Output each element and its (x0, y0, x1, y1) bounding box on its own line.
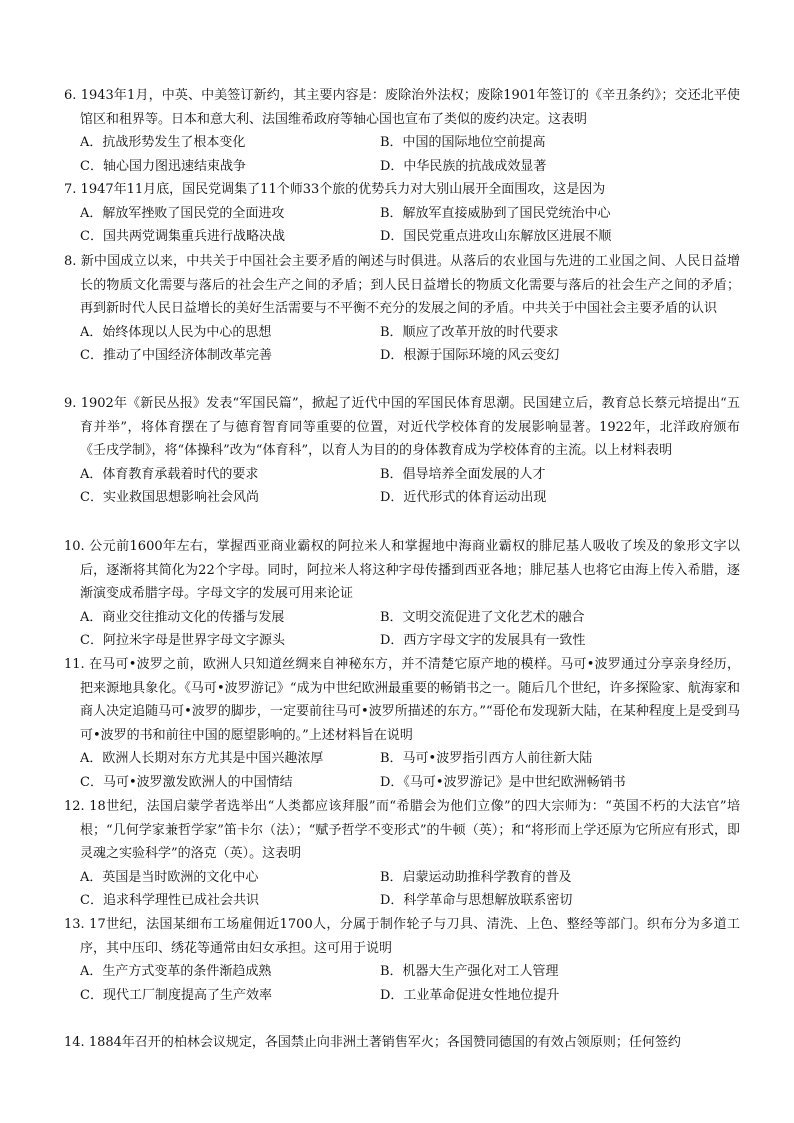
option-d[interactable]: D．近代形式的体育运动出现 (380, 490, 547, 505)
option-d[interactable]: D．科学革命与思想解放联系密切 (380, 893, 573, 908)
option-d[interactable]: D．《马可•波罗游记》是中世纪欧洲畅销书 (380, 774, 626, 790)
question-stem: 12. 18世纪，法国启蒙学者选举出“人类都应该拜服”而“希腊会为他们立像”的四大宗师为：“英国不朽的大法官”培根；“几何学家兼哲学家”笛卡尔（法）；“赋予哲学不变形式”的牛顿（英）；和“将形而上学还原为它所应有形式，即灵魂之实验科学”的洛克（英）。这表明 (64, 799, 741, 861)
options (64, 131, 740, 178)
options (64, 960, 740, 1007)
option-b[interactable]: B．顺应了改革开放的时代要求 (380, 324, 559, 340)
options (64, 747, 740, 794)
question-13 (64, 913, 740, 1007)
option-b[interactable]: B．解放军直接威胁到了国民党统治中心 (380, 205, 611, 221)
option-b[interactable]: B．马可•波罗指引西方人前往新大陆 (380, 751, 593, 766)
options (64, 606, 740, 653)
question-12 (64, 795, 740, 913)
option-b[interactable]: B．机器大生产强化对工人管理 (380, 964, 559, 979)
option-c[interactable]: C．国共两党调集重兵进行战略决战 (80, 229, 285, 244)
option-b[interactable]: B．倡导培养全面发展的人才 (380, 466, 546, 482)
question-stem: 11. 在马可•波罗之前，欧洲人只知道丝绸来自神秘东方，并不清楚它原产地的模样。马可•波罗通过分享亲身经历，把来源地具象化。《马可•波罗游记》“成为中世纪欧洲最重要的畅销书之一。随后几个世纪，许多探险家、航海家和商人决定追随马可•波罗的脚步，一定要前往马可•波罗所描述的东方。”“哥伦布发现新大陆，在某种程度上是受到马可•波罗的书和前往中国的愿望影响的。”上述材料旨在说明 (64, 657, 740, 743)
question-stem: 7. 1947年11月底，国民党调集了11个师33个旅的优势兵力对大别山展开全面围攻，这是因为 (64, 182, 606, 197)
options (64, 866, 740, 913)
question-7 (64, 178, 740, 249)
option-a[interactable]: A．体育教育承载着时代的要求 (80, 466, 259, 482)
question-stem: 13. 17世纪，法国某细布工场雇佣近1700人，分属于制作轮子与刀具、清洗、上色、整经等部门。织布分为多道工序，其中压印、绣花等通常由妇女承担。这可用于说明 (64, 917, 740, 956)
option-c[interactable]: C．推动了中国经济体制改革完善 (80, 348, 272, 363)
question-9 (64, 392, 740, 510)
option-a[interactable]: A．欧洲人长期对东方尤其是中国兴趣浓厚 (80, 751, 324, 766)
question-stem: 14. 1884年召开的柏林会议规定，各国禁止向非洲土著销售军火；各国赞同德国的有效占领原则；任何签约 (64, 1035, 681, 1050)
option-d[interactable]: D．西方字母文字的发展具有一致性 (380, 633, 586, 648)
option-b[interactable]: B．启蒙运动助推科学教育的普及 (380, 869, 572, 885)
option-a[interactable]: A．始终体现以人民为中心的思想 (80, 324, 272, 340)
question-stem: 8. 新中国成立以来，中共关于中国社会主要矛盾的阐述与时俱进。从落后的农业国与先进的工业国之间、人民日益增长的物质文化需要与落后的社会生产之间的矛盾；到人民日益增长的物质文化需要与落后的社会生产之间的矛盾；再到新时代人民日益增长的美好生活需要与不平衡不充分的发展之间的矛盾。中共关于中国社会主要矛盾的认识 (64, 254, 740, 316)
options (64, 202, 740, 249)
question-10 (64, 535, 740, 653)
option-c[interactable]: C．轴心国力图迅速结束战争 (80, 158, 246, 174)
options (64, 463, 740, 510)
option-c[interactable]: C．现代工厂制度提高了生产效率 (80, 987, 272, 1003)
option-b[interactable]: B．文明交流促进了文化艺术的融合 (380, 609, 585, 625)
question-stem: 6. 1943年1月，中英、中美签订新约，其主要内容是：废除治外法权；废除1901年签订的《辛丑条约》；交还北平使馆区和租界等。日本和意大利、法国维希政府等轴心国也宣布了类似的废约决定。这表明 (64, 88, 740, 127)
option-c[interactable]: C．马可•波罗激发欧洲人的中国情结 (80, 774, 293, 790)
question-11 (64, 653, 740, 794)
option-d[interactable]: D．根源于国际环境的风云变幻 (380, 348, 560, 363)
option-d[interactable]: D．工业革命促进女性地位提升 (380, 987, 560, 1003)
question-stem: 9. 1902年《新民丛报》发表“军国民篇”，掀起了近代中国的军国民体育思潮。民国建立后，教育总长蔡元培提出“五育并举”，将体育摆在了与德育智育同等重要的位置，对近代学校体育的发展影响显著。1922年，北洋政府颁布《壬戌学制》，将“体操科”改为“体育科”，以育人为目的的身体教育成为学校体育的主流。以上材料表明 (64, 396, 740, 458)
option-a[interactable]: A．商业交往推动文化的传播与发展 (80, 609, 285, 625)
option-c[interactable]: C．追求科学理性已成社会共识 (80, 893, 259, 908)
question-6 (64, 84, 740, 178)
option-a[interactable]: A．英国是当时欧洲的文化中心 (80, 869, 259, 885)
question-8 (64, 250, 740, 368)
option-d[interactable]: D．中华民族的抗战成效显著 (380, 158, 547, 174)
option-a[interactable]: A．生产方式变革的条件渐趋成熟 (80, 964, 272, 979)
option-a[interactable]: A．解放军挫败了国民党的全面进攻 (80, 205, 285, 221)
option-d[interactable]: D．国民党重点进攻山东解放区进展不顺 (380, 229, 612, 244)
option-a[interactable]: A．抗战形势发生了根本变化 (80, 135, 246, 150)
options (64, 321, 740, 368)
option-b[interactable]: B．中国的国际地位空前提高 (380, 135, 546, 150)
option-c[interactable]: C．实业救国思想影响社会风尚 (80, 490, 259, 505)
question-stem: 10. 公元前1600年左右，掌握西亚商业霸权的阿拉米人和掌握地中海商业霸权的腓尼基人吸收了埃及的象形文字以后，逐渐将其简化为22个字母。同时，阿拉米人将这种字母传播到西亚各地；腓尼基人也将它由海上传入希腊，逐渐演变成希腊字母。字母文字的发展可用来论证 (64, 539, 740, 601)
question-14 (64, 1031, 740, 1055)
option-c[interactable]: C．阿拉米字母是世界字母文字源头 (80, 633, 285, 648)
